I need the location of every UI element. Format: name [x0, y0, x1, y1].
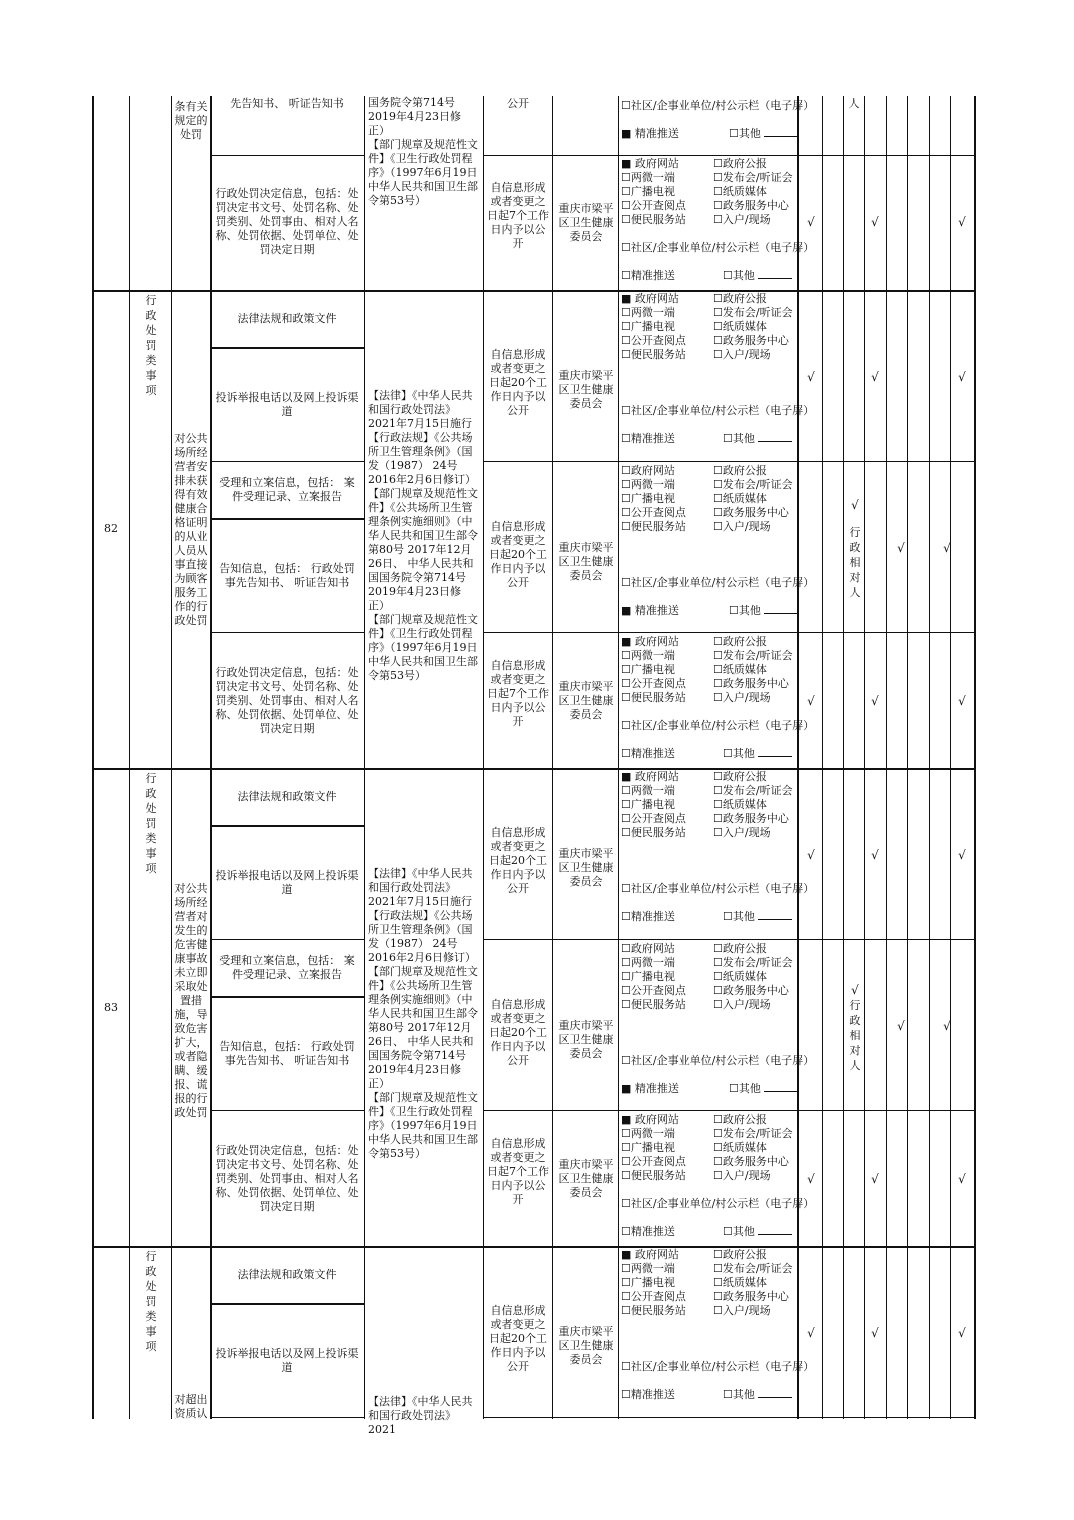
- row-divider: [483, 1417, 975, 1418]
- column-divider: [129, 96, 130, 1419]
- disclosure-subject: 重庆市梁平区卫生健康委员会: [558, 847, 614, 888]
- row-divider: [210, 155, 365, 156]
- check-mark: √: [807, 215, 815, 229]
- target-cell: 行政相对人: [849, 526, 861, 599]
- column-divider: [864, 96, 865, 1419]
- column-divider: [483, 96, 484, 1419]
- row-divider: [483, 461, 975, 462]
- row-divider: [483, 155, 975, 156]
- disclosure-content: 受理和立案信息，包括： 案件受理记录、立案报告: [219, 954, 355, 981]
- disclosure-content: 行政处罚决定信息，包括：处罚决定书文号、处罚名称、处罚类别、处罚事由、相对人名称、处罚依据、处罚单位、处罚决定日期: [215, 1144, 359, 1213]
- row-divider: [210, 632, 365, 633]
- disclosure-content: 法律法规和政策文件: [237, 1268, 337, 1281]
- disclosure-time: 自信息形成或者变更之日起7个工作日内予以公开: [487, 181, 549, 250]
- disclosure-time: 自信息形成或者变更之日起20个工作日内予以公开: [489, 998, 547, 1067]
- disclosure-content: 法律法规和政策文件: [237, 312, 337, 325]
- column-divider: [171, 96, 172, 1419]
- column-divider: [929, 96, 930, 1419]
- item-number: 83: [104, 1001, 118, 1014]
- table-border-right: [974, 96, 976, 1419]
- check-mark: √: [943, 541, 951, 555]
- row-divider: [210, 347, 365, 349]
- matter-cell: 条有关规定的处罚: [174, 100, 208, 141]
- check-mark: √: [943, 1019, 951, 1033]
- column-divider: [797, 96, 799, 1419]
- disclosure-channels: ■ 政府网站 ☐政府公报 ☐两微一端 ☐发布会/听证会 ☐广播电视 ☐纸质媒体 ☐公开查阅点 ☐政务服务中心 ☐便民服务站 ☐入户/现场 ☐社区/企事业单位/村公示栏（电子屏） ☐精准推送 ☐其他: [621, 635, 815, 760]
- disclosure-subject: 重庆市梁平区卫生健康委员会: [558, 202, 614, 243]
- check-mark: √: [807, 1172, 815, 1186]
- checkbox-empty: ☐: [621, 99, 631, 112]
- check-mark: √: [871, 1172, 879, 1186]
- check-mark: √: [871, 848, 879, 862]
- disclosure-content: 投诉举报电话以及网上投诉渠道: [215, 869, 359, 896]
- check-mark: √: [958, 215, 966, 229]
- check-mark: √: [958, 370, 966, 384]
- disclosure-time: 公开: [507, 97, 529, 110]
- disclosure-time: 自信息形成或者变更之日起20个工作日内予以公开: [489, 826, 547, 895]
- disclosure-content: 行政处罚决定信息，包括：处罚决定书文号、处罚名称、处罚类别、处罚事由、相对人名称、处罚依据、处罚单位、处罚决定日期: [215, 666, 359, 735]
- row-divider-major: [92, 1246, 976, 1248]
- legal-basis: 【法律】《中华人民共和国行政处罚法》2021: [368, 1395, 473, 1436]
- check-mark: √: [807, 694, 815, 708]
- check-mark: √: [958, 694, 966, 708]
- disclosure-channels: ■ 政府网站 ☐政府公报 ☐两微一端 ☐发布会/听证会 ☐广播电视 ☐纸质媒体 ☐公开查阅点 ☐政务服务中心 ☐便民服务站 ☐入户/现场 ☐社区/企事业单位/村公示栏（电子屏） ☐精准推送 ☐其他: [621, 1248, 815, 1401]
- row-divider: [210, 1417, 365, 1418]
- table-border-left: [92, 96, 94, 1419]
- disclosure-subject: 重庆市梁平区卫生健康委员会: [558, 541, 614, 582]
- disclosure-channels: ■ 政府网站 ☐政府公报 ☐两微一端 ☐发布会/听证会 ☐广播电视 ☐纸质媒体 ☐公开查阅点 ☐政务服务中心 ☐便民服务站 ☐入户/现场 ☐社区/企事业单位/村公示栏（电子屏） ☐精准推送 ☐其他: [621, 157, 815, 282]
- row-divider: [483, 632, 975, 633]
- disclosure-channels: ■ 政府网站 ☐政府公报 ☐两微一端 ☐发布会/听证会 ☐广播电视 ☐纸质媒体 ☐公开查阅点 ☐政务服务中心 ☐便民服务站 ☐入户/现场 ☐社区/企事业单位/村公示栏（电子屏） ☐精准推送 ☐其他: [621, 770, 815, 923]
- disclosure-time: 自信息形成或者变更之日起7个工作日内予以公开: [487, 659, 549, 728]
- disclosure-content: 法律法规和政策文件: [237, 790, 337, 803]
- legal-basis: 【法律】《中华人民共和国行政处罚法》2021年7月15日施行 【行政法规】《公共场所卫生管理条例》（国发（1987） 24号 2016年2月6日修订） 【部门规章及规范性文件】《公共场所卫生管理条例实施细则》（中华人民共和国卫生部令第80号 2017年12月26日、 中华人民共和国国务院令第714号2019年4月23日修正） 【部门规章及规范性文件】《卫生行政处罚程序》（1997年6月19日中华人民共和国卫生部令第53号）: [368, 867, 478, 1160]
- check-mark: √: [871, 370, 879, 384]
- column-divider: [364, 96, 365, 1419]
- check-mark: √: [871, 215, 879, 229]
- row-divider: [210, 518, 365, 520]
- row-divider: [210, 1110, 365, 1111]
- disclosure-subject: 重庆市梁平区卫生健康委员会: [558, 1019, 614, 1060]
- disclosure-time: 自信息形成或者变更之日起20个工作日内予以公开: [489, 1304, 547, 1373]
- column-divider: [618, 96, 619, 1419]
- column-divider: [907, 96, 908, 1419]
- check-mark: √: [807, 1326, 815, 1340]
- category-cell: 行政处罚类事项: [145, 772, 157, 875]
- disclosure-content: 先告知书、 听证告知书: [230, 97, 344, 110]
- matter-cell: 对公共场所经营者对发生的危害健康事故未立即采取处置措施，导致危害扩大，或者隐瞒、缓报、谎报的行政处罚: [174, 882, 208, 1119]
- row-divider-major: [92, 290, 976, 292]
- disclosure-content: 投诉举报电话以及网上投诉渠道: [215, 1347, 359, 1374]
- row-divider: [210, 461, 365, 462]
- disclosure-channels: ☐社区/企事业单位/村公示栏（电子屏） ■ 精准推送 ☐其他: [621, 99, 815, 140]
- disclosure-channels: ■ 政府网站 ☐政府公报 ☐两微一端 ☐发布会/听证会 ☐广播电视 ☐纸质媒体 ☐公开查阅点 ☐政务服务中心 ☐便民服务站 ☐入户/现场 ☐社区/企事业单位/村公示栏（电子屏） ☐精准推送 ☐其他: [621, 292, 815, 445]
- disclosure-time: 自信息形成或者变更之日起20个工作日内予以公开: [489, 348, 547, 417]
- legal-basis: 国务院令第714号2019年4月23日修正） 【部门规章及规范性文件】《卫生行政处罚程序》（1997年6月19日中华人民共和国卫生部令第53号）: [368, 96, 478, 207]
- check-mark: √: [958, 1326, 966, 1340]
- disclosure-channels: ☐政府网站 ☐政府公报 ☐两微一端 ☐发布会/听证会 ☐广播电视 ☐纸质媒体 ☐公开查阅点 ☐政务服务中心 ☐便民服务站 ☐入户/现场 ☐社区/企事业单位/村公示栏（电子屏） ■ 精准推送 ☐其他: [621, 942, 815, 1095]
- target-cell: 行政相对人: [849, 999, 861, 1072]
- item-number: 82: [104, 522, 118, 535]
- matter-cell: 对超出资质认: [174, 1393, 208, 1420]
- disclosure-time: 自信息形成或者变更之日起7个工作日内予以公开: [487, 1137, 549, 1206]
- row-divider: [210, 939, 365, 940]
- check-mark: √: [807, 370, 815, 384]
- disclosure-content: 告知信息，包括： 行政处罚事先告知书、 听证告知书: [219, 1040, 355, 1067]
- check-mark: √: [958, 848, 966, 862]
- disclosure-subject: 重庆市梁平区卫生健康委员会: [558, 1325, 614, 1366]
- check-mark: √: [958, 1172, 966, 1186]
- disclosure-subject: 重庆市梁平区卫生健康委员会: [558, 369, 614, 410]
- check-mark: √: [897, 1019, 905, 1033]
- column-divider: [822, 96, 823, 1419]
- disclosure-channels: ☐政府网站 ☐政府公报 ☐两微一端 ☐发布会/听证会 ☐广播电视 ☐纸质媒体 ☐公开查阅点 ☐政务服务中心 ☐便民服务站 ☐入户/现场 ☐社区/企事业单位/村公示栏（电子屏） ■ 精准推送 ☐其他: [621, 464, 815, 617]
- disclosure-subject: 重庆市梁平区卫生健康委员会: [558, 1158, 614, 1199]
- row-divider: [483, 1110, 975, 1111]
- check-mark: √: [807, 848, 815, 862]
- matter-cell: 对公共场所经营者安排未获得有效健康合格证明的从业人员从事直接为顾客服务工作的行政处罚: [174, 432, 208, 627]
- column-divider: [843, 96, 844, 1419]
- column-divider: [552, 96, 553, 1419]
- check-mark: √: [871, 1326, 879, 1340]
- disclosure-subject: 重庆市梁平区卫生健康委员会: [558, 680, 614, 721]
- row-divider: [210, 996, 365, 998]
- check-mark: √: [851, 498, 859, 512]
- check-mark: √: [871, 694, 879, 708]
- category-cell: 行政处罚类事项: [145, 294, 157, 397]
- target-cell: 人: [848, 97, 860, 110]
- category-cell: 行政处罚类事项: [145, 1250, 157, 1353]
- disclosure-content: 受理和立案信息，包括： 案件受理记录、立案报告: [219, 476, 355, 503]
- row-divider: [483, 939, 975, 940]
- disclosure-time: 自信息形成或者变更之日起20个工作日内予以公开: [489, 520, 547, 589]
- row-divider-major: [92, 768, 976, 770]
- legal-basis: 【法律】《中华人民共和国行政处罚法》2021年7月15日施行 【行政法规】《公共场所卫生管理条例》（国发（1987） 24号 2016年2月6日修订） 【部门规章及规范性文件】《公共场所卫生管理条例实施细则》（中华人民共和国卫生部令第80号 2017年12月26日、 中华人民共和国国务院令第714号2019年4月23日修正） 【部门规章及规范性文件】《卫生行政处罚程序》（1997年6月19日中华人民共和国卫生部令第53号）: [368, 389, 478, 682]
- disclosure-content: 投诉举报电话以及网上投诉渠道: [215, 391, 359, 418]
- disclosure-channels: ■ 政府网站 ☐政府公报 ☐两微一端 ☐发布会/听证会 ☐广播电视 ☐纸质媒体 ☐公开查阅点 ☐政务服务中心 ☐便民服务站 ☐入户/现场 ☐社区/企事业单位/村公示栏（电子屏） ☐精准推送 ☐其他: [621, 1113, 815, 1238]
- check-mark: √: [851, 983, 859, 997]
- check-mark: √: [897, 541, 905, 555]
- disclosure-content: 行政处罚决定信息，包括：处罚决定书文号、处罚名称、处罚类别、处罚事由、相对人名称、处罚依据、处罚单位、处罚决定日期: [215, 187, 359, 256]
- row-divider: [210, 1303, 365, 1305]
- checkbox-checked: ■: [621, 127, 632, 140]
- row-divider: [210, 825, 365, 827]
- column-divider: [886, 96, 887, 1419]
- column-divider: [950, 96, 951, 1419]
- disclosure-content: 告知信息，包括： 行政处罚事先告知书、 听证告知书: [219, 562, 355, 589]
- column-divider: [210, 96, 212, 1419]
